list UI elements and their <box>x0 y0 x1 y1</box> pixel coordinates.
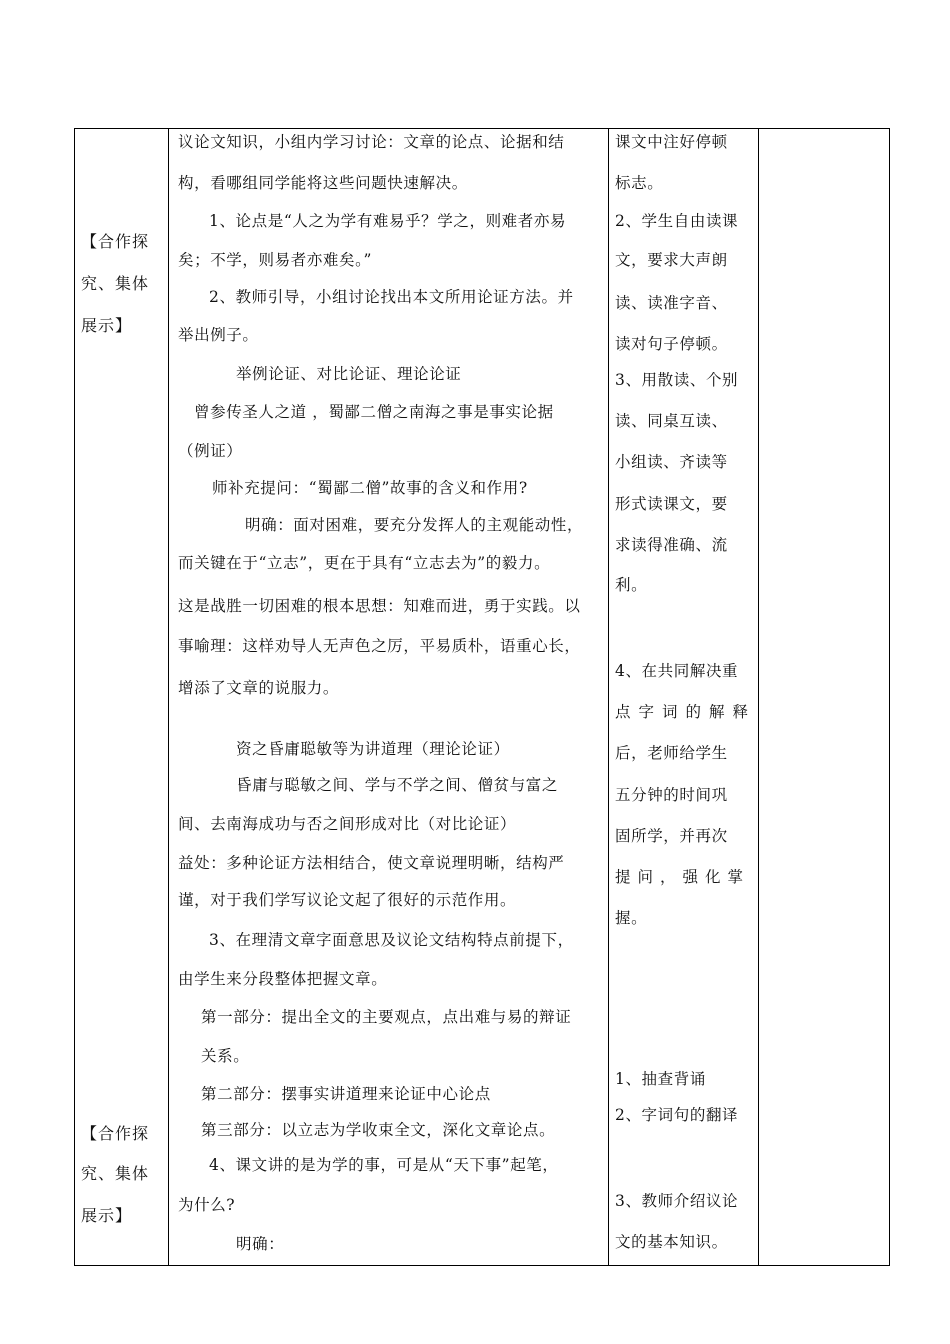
activity-line: 握。 <box>615 909 648 927</box>
text-line: 曾参传圣人之道 ，蜀鄙二僧之南海之事是事实论据 <box>194 403 554 421</box>
activity-line: 求读得准确、流 <box>615 536 728 554</box>
activity-line: 2、学生自由读课 <box>615 212 739 230</box>
activity-line: 读、读准字音、 <box>615 294 728 312</box>
activity-line: 提问，强化掌 <box>615 868 751 886</box>
activity-line: 形式读课文，要 <box>615 495 728 513</box>
text-line: 矣；不学，则易者亦难矣。” <box>178 251 372 269</box>
text-line: 而关键在于“立志”，更在于具有“立志去为”的毅力。 <box>178 554 551 572</box>
activity-line: 读对句子停顿。 <box>615 335 728 353</box>
section-label: 【合作探 <box>81 1124 150 1143</box>
text-line: 间、去南海成功与否之间形成对比（对比论证） <box>178 815 517 833</box>
column-divider <box>608 129 609 1265</box>
activity-line: 1、抽查背诵 <box>615 1070 706 1088</box>
text-line: 议论文知识，小组内学习讨论：文章的论点、论据和结 <box>178 133 565 151</box>
activity-line: 4、在共同解决重 <box>615 662 739 680</box>
activity-line: 3、教师介绍议论 <box>615 1192 739 1210</box>
activity-line: 标志。 <box>615 174 664 192</box>
text-line: 为什么? <box>178 1196 236 1214</box>
text-line: 由学生来分段整体把握文章。 <box>178 970 388 988</box>
activity-line: 小组读、齐读等 <box>615 453 728 471</box>
text-line: 1、论点是“人之为学有难易乎？学之，则难者亦易 <box>209 212 567 230</box>
text-line: 举出例子。 <box>178 326 259 344</box>
text-line: 4、课文讲的是为学的事，可是从“天下事”起笔， <box>209 1156 559 1174</box>
activity-line: 2、字词句的翻译 <box>615 1106 739 1124</box>
text-line: 明确：面对困难，要充分发挥人的主观能动性， <box>245 516 584 534</box>
activity-line: 课文中注好停顿 <box>615 133 728 151</box>
column-divider <box>168 129 169 1265</box>
section-label: 究、集体 <box>81 1164 150 1183</box>
text-line: 谨，对于我们学写议论文起了很好的示范作用。 <box>178 891 517 909</box>
text-line: 关系。 <box>201 1047 250 1065</box>
column-divider <box>758 129 759 1265</box>
text-line: 3、在理清文章字面意思及议论文结构特点前提下， <box>209 931 574 949</box>
activity-line: 点字词的解释 <box>615 703 757 721</box>
text-line: 举例论证、对比论证、理论论证 <box>236 365 462 383</box>
text-line: 增添了文章的说服力。 <box>178 679 340 697</box>
text-line: （例证） <box>178 442 243 460</box>
text-line: 这是战胜一切困难的根本思想：知难而进，勇于实践。以 <box>178 597 581 615</box>
activity-line: 固所学，并再次 <box>615 827 728 845</box>
text-line: 2、教师引导，小组讨论找出本文所用论证方法。并 <box>209 288 574 306</box>
text-line: 第二部分：摆事实讲道理来论证中心论点 <box>201 1085 491 1103</box>
activity-line: 读、同桌互读、 <box>615 412 728 430</box>
section-label: 展示】 <box>81 316 133 335</box>
activity-line: 文的基本知识。 <box>615 1233 728 1251</box>
activity-line: 3、用散读、个别 <box>615 371 739 389</box>
activity-line: 利。 <box>615 576 648 594</box>
text-line: 第一部分：提出全文的主要观点，点出难与易的辩证 <box>201 1008 572 1026</box>
section-label: 展示】 <box>81 1206 133 1225</box>
text-line: 师补充提问：“蜀鄙二僧”故事的含义和作用? <box>212 479 528 497</box>
text-line: 益处：多种论证方法相结合，使文章说理明晰，结构严 <box>178 854 565 872</box>
text-line: 资之昏庸聪敏等为讲道理（理论论证） <box>236 740 510 758</box>
text-line: 昏庸与聪敏之间、学与不学之间、僧贫与富之 <box>236 776 559 794</box>
section-label: 究、集体 <box>81 274 150 293</box>
section-label: 【合作探 <box>81 232 150 251</box>
text-line: 构，看哪组同学能将这些问题快速解决。 <box>178 174 468 192</box>
text-line: 第三部分：以立志为学收束全文，深化文章论点。 <box>201 1121 556 1139</box>
activity-line: 后，老师给学生 <box>615 744 728 762</box>
activity-line: 五分钟的时间巩 <box>615 786 728 804</box>
text-line: 事喻理：这样劝导人无声色之厉，平易质朴，语重心长， <box>178 637 581 655</box>
text-line: 明确： <box>236 1235 285 1253</box>
activity-line: 文，要求大声朗 <box>615 251 728 269</box>
